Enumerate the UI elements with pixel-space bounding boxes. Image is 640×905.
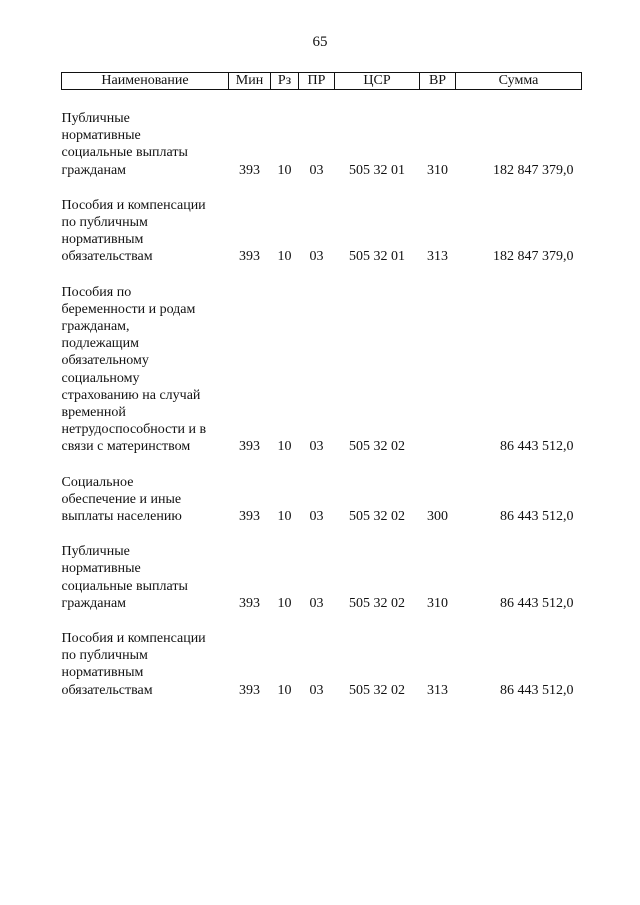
cell-csr: 505 32 02 [349, 509, 405, 525]
row-spacer [62, 525, 582, 543]
row-spacer [62, 612, 582, 630]
cell-sum: 86 443 512,0 [500, 595, 574, 611]
cell-sum: 182 847 379,0 [493, 162, 574, 178]
cell-pr: 03 [309, 509, 324, 525]
name-line: беременности и родам [61, 301, 196, 317]
name-line: по публичным [61, 648, 148, 664]
cell-csr: 505 32 02 [349, 682, 405, 698]
cell-vr: 300 [427, 509, 448, 525]
header-name: Наименование [62, 73, 229, 90]
cell-vr: 313 [427, 682, 448, 698]
cell-pr: 03 [309, 162, 324, 178]
name-line: по публичным [61, 215, 148, 231]
name-line: Публичные [61, 544, 130, 560]
name-line: нетрудоспособности и в [61, 422, 207, 438]
name-line: страхованию на случай [61, 387, 201, 403]
cell-vr [420, 284, 456, 456]
cell-rz: 10 [277, 509, 292, 525]
name-line: социальному [61, 370, 140, 386]
cell-name [62, 474, 229, 526]
cell-name [62, 630, 229, 699]
cell-min: 393 [239, 682, 260, 698]
cell-min: 393 [239, 509, 260, 525]
cell-name [62, 543, 229, 612]
table-body [62, 90, 582, 699]
name-line: обязательствам [61, 249, 153, 265]
cell-pr: 03 [309, 439, 324, 455]
cell-csr: 505 32 02 [349, 595, 405, 611]
cell-rz: 10 [277, 162, 292, 178]
name-line: Публичные [61, 111, 130, 126]
cell-pr: 03 [309, 682, 324, 698]
cell-rz: 10 [277, 439, 292, 455]
header-rz: Рз [271, 73, 299, 90]
name-line: нормативным [61, 232, 144, 248]
name-line: обязательствам [61, 682, 153, 698]
budget-table [61, 72, 582, 699]
cell-sum: 182 847 379,0 [493, 249, 574, 265]
cell-min: 393 [239, 162, 260, 178]
table-row [62, 474, 582, 526]
table-row [62, 543, 582, 612]
table-row [62, 630, 582, 699]
name-line: подлежащим [61, 336, 139, 352]
cell-csr: 505 32 01 [349, 162, 405, 178]
header-min: Мин [229, 73, 271, 90]
row-spacer [62, 456, 582, 474]
cell-name [62, 284, 229, 456]
name-line: выплаты населению [61, 509, 182, 525]
name-line: гражданам [61, 162, 127, 178]
cell-rz: 10 [277, 682, 292, 698]
row-spacer [62, 90, 582, 111]
name-line: нормативные [61, 128, 141, 144]
name-line: социальные выплаты [61, 145, 188, 161]
cell-rz: 10 [277, 595, 292, 611]
cell-csr: 505 32 01 [349, 249, 405, 265]
header-vr: ВР [420, 73, 456, 90]
header-csr: ЦСР [335, 73, 420, 90]
name-line: связи с материнством [61, 439, 191, 455]
cell-min: 393 [239, 439, 260, 455]
header-sum: Сумма [456, 73, 582, 90]
name-line: гражданам [61, 595, 127, 611]
name-line: Социальное [61, 474, 134, 490]
name-line: обеспечение и иные [61, 491, 182, 507]
cell-sum: 86 443 512,0 [500, 682, 574, 698]
name-line: нормативным [61, 665, 144, 681]
row-spacer [62, 266, 582, 284]
cell-rz: 10 [277, 249, 292, 265]
cell-sum: 86 443 512,0 [500, 439, 574, 455]
cell-vr: 313 [427, 249, 448, 265]
cell-min: 393 [239, 595, 260, 611]
table-row [62, 284, 582, 456]
cell-csr: 505 32 02 [349, 439, 405, 455]
header-pr: ПР [299, 73, 335, 90]
cell-vr: 310 [427, 595, 448, 611]
name-line: гражданам, [61, 319, 130, 335]
name-line: временной [61, 405, 126, 421]
name-line: Пособия и компенсации [61, 631, 206, 647]
name-line: обязательному [61, 353, 149, 369]
cell-vr: 310 [427, 162, 448, 178]
name-line: нормативные [61, 561, 141, 577]
cell-pr: 03 [309, 595, 324, 611]
name-line: Пособия и компенсации [61, 197, 206, 213]
table-header [62, 73, 582, 90]
cell-name [62, 110, 229, 179]
name-line: социальные выплаты [61, 578, 188, 594]
name-line: Пособия по [61, 284, 132, 300]
table-row [62, 110, 582, 179]
cell-min: 393 [239, 249, 260, 265]
table-row [62, 197, 582, 266]
cell-pr: 03 [309, 249, 324, 265]
cell-name [62, 197, 229, 266]
row-spacer [62, 179, 582, 197]
page-number: 65 [312, 34, 328, 50]
cell-sum: 86 443 512,0 [500, 509, 574, 525]
